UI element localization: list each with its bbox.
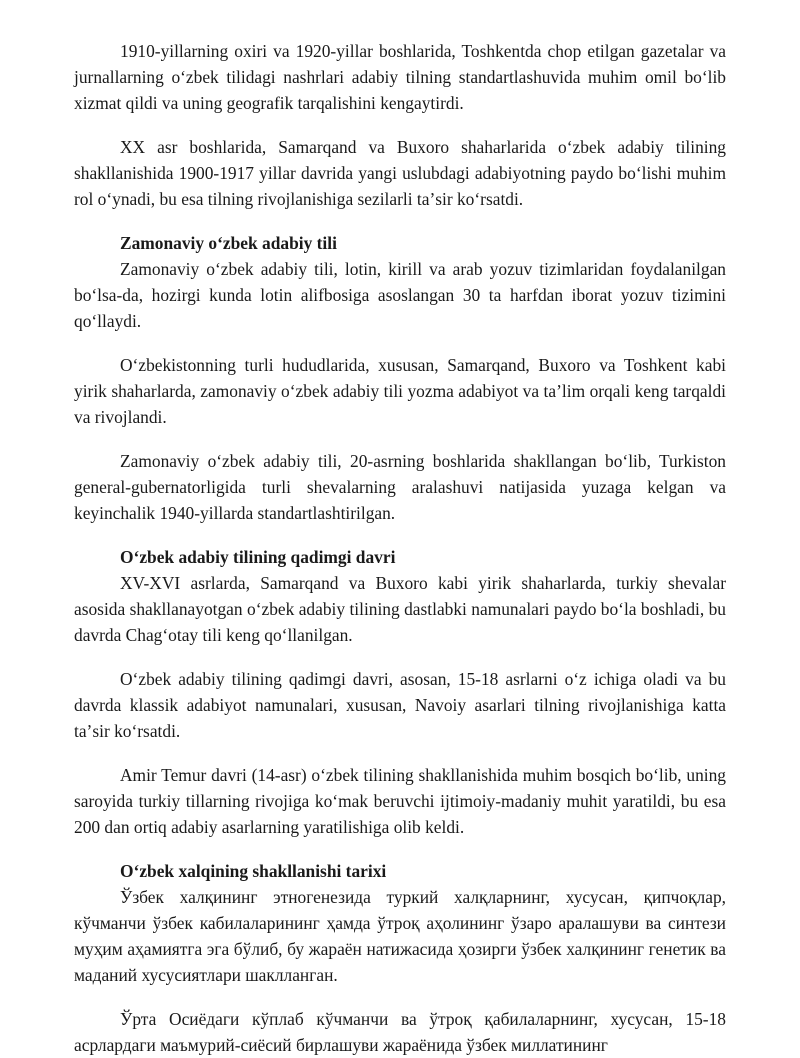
paragraph-xx-asr: XX asr boshlarida, Samarqand va Buxoro shaharlarida oʻzbek adabiy tilining shakllanishida 1900-1917 yillar davrida yangi uslubdagi adabiyotning paydo boʻlishi muhim rol oʻynadi, bu esa tilning rivojlanishiga sezilarli taʼsir koʻrsatdi. xyxy=(74,137,726,209)
paragraph-etnogenez: Ўзбек халқининг этногенезида туркий халқларнинг, хусусан, қипчоқлар, кўчманчи ўзбек кабилаларининг ҳамда ўтроқ аҳолининг ўзаро аралашуви ва синтези муҳим аҳамиятга эга бўлиб, бу жараён натижасида ҳозирги ўзбек халқининг генетик ва маданий хусусиятлари шаклланган. xyxy=(74,887,726,985)
section-heading-xalq-tarixi: Oʻzbek xalqining shakllanishi tarixi xyxy=(120,861,387,881)
paragraph-gazetalar: 1910-yillarning oxiri va 1920-yillar boshlarida, Toshkentda chop etilgan gazetalar va jurnallarning oʻzbek tilidagi nashrlari adabiy tilning standartlashuvida muhim omil boʻlib xizmat qildi va uning geografik tarqalishini kengaytirdi. xyxy=(74,41,726,113)
paragraph-xv-xvi: XV-XVI asrlarda, Samarqand va Buxoro kabi yirik shaharlarda, turkiy shevalar asosida shakllanayotgan oʻzbek adabiy tilining dastlabki namunalari paydo boʻla boshladi, bu davrda Chagʻotay tili keng qoʻllanilgan. xyxy=(74,573,726,645)
paragraph-navoiy: Oʻzbek adabiy tilining qadimgi davri, asosan, 15-18 asrlarni oʻz ichiga oladi va bu davrda klassik adabiyot namunalari, xususan, Navoiy asarlari tilning rivojlanishiga katta taʼsir koʻrsatdi. xyxy=(74,669,726,741)
paragraph-20-asr: Zamonaviy oʻzbek adabiy tili, 20-asrning boshlarida shakllangan boʻlib, Turkiston general-gubernatorligida turli shevalarning aralashuvi natijasida yuzaga kelgan va keyinchalik 1940-yillarda standartlashtirilgan. xyxy=(74,451,726,523)
paragraph-yozuv-tizimi: Zamonaviy oʻzbek adabiy tili, lotin, kirill va arab yozuv tizimlaridan foydalanilgan boʻlsa-da, hozirgi kunda lotin alifbosiga asoslangan 30 ta harfdan iborat yozuv tizimini qoʻllaydi. xyxy=(74,259,726,331)
section-heading-qadimgi-davr: Oʻzbek adabiy tilining qadimgi davri xyxy=(120,547,396,567)
paragraph-orta-osiyo: Ўрта Осиёдаги кўплаб кўчманчи ва ўтроқ қабилаларнинг, хусусан, 15-18 асрлардаги маъмурий-сиёсий бирлашуви жараёнида ўзбек миллатининг xyxy=(74,1009,726,1055)
paragraph-hududlar: Oʻzbekistonning turli hududlarida, xususan, Samarqand, Buxoro va Toshkent kabi yirik shaharlarda, zamonaviy oʻzbek adabiy tili yozma adabiyot va taʼlim orqali keng tarqaldi va rivojlandi. xyxy=(74,355,726,427)
section-heading-zamonaviy: Zamonaviy oʻzbek adabiy tili xyxy=(120,233,337,253)
paragraph-amir-temur: Amir Temur davri (14-asr) oʻzbek tilining shakllanishida muhim bosqich boʻlib, uning saroyida turkiy tillarning rivojiga koʻmak beruvchi ijtimoiy-madaniy muhit yaratildi, bu esa 200 dan ortiq adabiy asarlarning yaratilishiga olib keldi. xyxy=(74,765,726,837)
document-page xyxy=(74,38,726,1058)
